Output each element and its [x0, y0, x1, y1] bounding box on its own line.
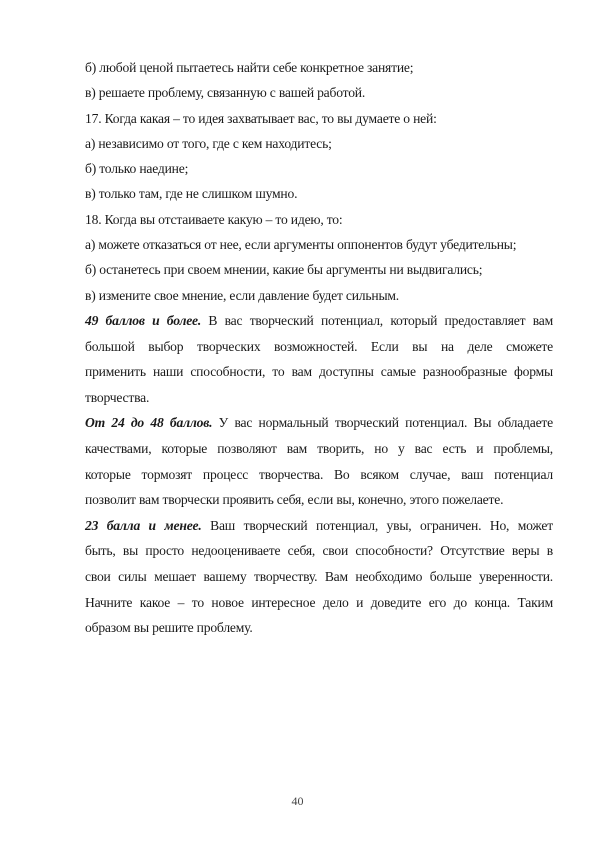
page-body: [85, 55, 553, 641]
result-medium: [85, 410, 553, 512]
score-range-label: 23 балла и менее.: [85, 517, 202, 533]
paragraph-line: быть, вы просто недооцениваете себя, свои способности? Отсутствие веры в: [85, 543, 553, 559]
score-range-label: От 24 до 48 баллов.: [85, 415, 213, 431]
answer-option: б) любой ценой пытаетесь найти себе конкретное занятие;: [85, 60, 414, 75]
paragraph-line: [85, 513, 553, 539]
paragraph-line: Начните какое – то новое интересное дело и доведите его до конца. Таким: [85, 594, 553, 610]
score-range-label: 49 баллов и более.: [85, 312, 202, 328]
answer-option: б) только наедине;: [85, 161, 189, 177]
result-text: Ваш творческий потенциал, увы, ограничен. Но, может: [201, 517, 553, 533]
paragraph-line: применить наши способности, то вам доступны самые разнообразные формы: [85, 364, 553, 380]
question-18: 18. Когда вы отстаиваете какую – то идею, то:: [85, 211, 343, 227]
paragraph-line: [85, 308, 553, 334]
result-low: [85, 513, 553, 641]
paragraph-line: свои силы мешает вашему творчеству. Вам необходимо больше уверенности.: [85, 568, 553, 584]
paragraph-line: образом вы решите проблему.: [85, 620, 253, 636]
paragraph-line: большой выбор творческих возможностей. Если вы на деле сможете: [85, 338, 553, 354]
result-text: В вас творческий потенциал, который предоставляет вам: [201, 312, 553, 328]
answer-option: а) можете отказаться от нее, если аргументы оппонентов будут убедительны;: [85, 237, 517, 253]
result-text: У вас нормальный творческий потенциал. Вы обладаете: [212, 415, 553, 431]
answer-option: в) только там, где не слишком шумно.: [85, 186, 298, 202]
answer-option: в) измените свое мнение, если давление будет сильным.: [85, 287, 399, 303]
page-number: 40: [291, 794, 304, 808]
paragraph-line: [85, 410, 553, 436]
paragraph-line: качествами, которые позволяют вам творить, но у вас есть и проблемы,: [85, 440, 553, 456]
answer-option: б) останетесь при своем мнении, какие бы аргументы ни выдвигались;: [85, 262, 483, 278]
paragraph-line: позволит вам творчески проявить себя, если вы, конечно, этого пожелаете.: [85, 492, 504, 508]
answer-option: а) независимо от того, где с кем находитесь;: [85, 135, 332, 151]
question-17: 17. Когда какая – то идея захватывает вас, то вы думаете о ней:: [85, 110, 437, 126]
result-high: [85, 308, 553, 410]
paragraph-line: которые тормозят процесс творчества. Во всяком случае, ваш потенциал: [85, 466, 553, 482]
paragraph-line: творчества.: [85, 389, 150, 405]
answer-option: в) решаете проблему, связанную с вашей работой.: [85, 85, 366, 101]
